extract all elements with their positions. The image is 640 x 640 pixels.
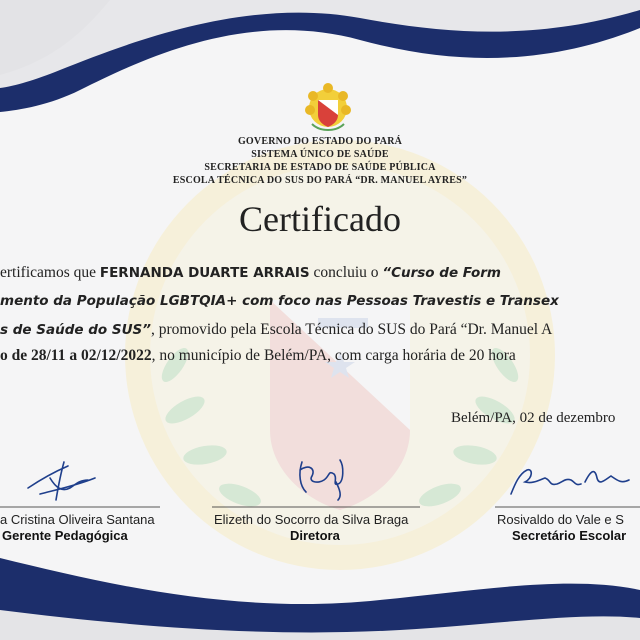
body-line-1 xyxy=(0,264,501,282)
recipient-name: FERNANDA DUARTE ARRAIS xyxy=(99,265,310,281)
course-period: o de 28/11 a 02/12/2022 xyxy=(0,347,152,364)
header-school: ESCOLA TÉCNICA DO SUS DO PARÁ “DR. MANUEL AYRES” xyxy=(172,175,468,186)
course-name: s de Saúde do SUS” xyxy=(0,322,151,338)
body-line-3 xyxy=(0,321,552,339)
body-text: , no município de Belém/PA, com carga horária de 20 hora xyxy=(151,347,516,364)
body-text: , promovido pela Escola Técnica do SUS do Pará “Dr. Manuel A xyxy=(150,321,553,338)
signature-school-secretary xyxy=(505,458,640,503)
header-government: GOVERNO DO ESTADO DO PARÁ xyxy=(237,136,403,147)
signature-pedagogical-manager xyxy=(20,458,110,503)
course-name: “Curso de Form xyxy=(382,265,501,281)
body-line-2: mento da População LGBTQIA+ com foco nas Pessoas Travestis e Transex xyxy=(0,293,559,309)
place-date: Belém/PA, 02 de dezembro xyxy=(451,410,616,426)
body-line-4 xyxy=(0,347,516,365)
signatory-role-3: Secretário Escolar xyxy=(512,528,627,543)
header-secretaria: SECRETARIA DE ESTADO DE SAÚDE PÚBLICA xyxy=(204,162,436,173)
signatory-name-3: Rosivaldo do Vale e S xyxy=(497,512,624,527)
body-text: concluiu o xyxy=(309,264,383,281)
header-sus: SISTEMA ÚNICO DE SAÚDE xyxy=(251,149,389,160)
signatory-name-1: a Cristina Oliveira Santana xyxy=(0,512,155,527)
signatory-role-2: Diretora xyxy=(290,528,340,543)
body-text: ertificamos que xyxy=(0,264,100,281)
signatory-role-1: Gerente Pedagógica xyxy=(2,528,128,543)
certificate-title: Certificado xyxy=(239,199,401,239)
signature-director xyxy=(288,452,358,502)
signatory-name-2: Elizeth do Socorro da Silva Braga xyxy=(214,512,409,527)
